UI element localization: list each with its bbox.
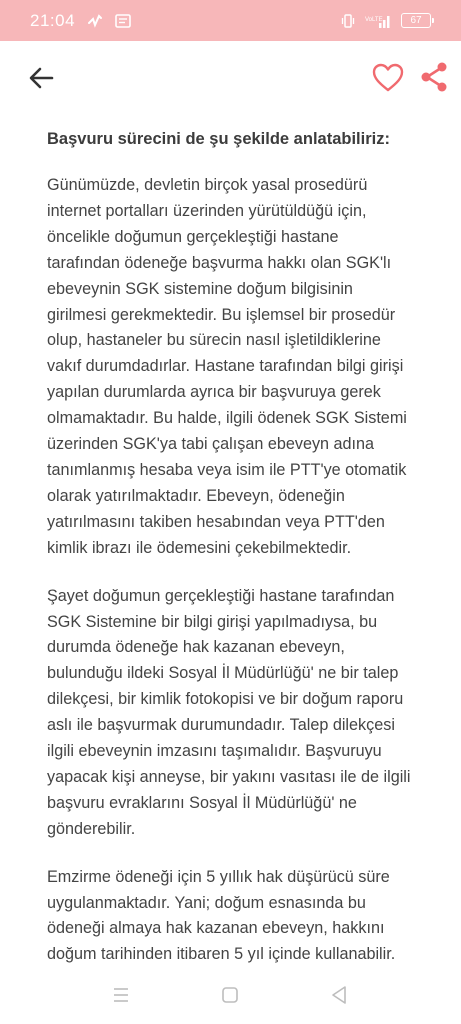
- system-nav-bar: [0, 964, 461, 1024]
- favorite-button[interactable]: [371, 61, 405, 95]
- arrow-left-icon: [24, 61, 58, 95]
- app-bar: [0, 41, 461, 113]
- article-paragraph-3: Emzirme ödeneği için 5 yıllık hak düşürücü süre uygulanmaktadır. Yani; doğum esnasında bu ödeneği almaya hak kazanan ebeveyn, hakkını doğum tarihinden itibaren 5 yıl içinde kullanabilir.: [47, 867, 396, 964]
- home-button[interactable]: [221, 986, 239, 1004]
- status-left: [30, 11, 131, 31]
- svg-text:VoLTE: VoLTE: [365, 16, 383, 23]
- status-time: 21:04: [30, 10, 76, 30]
- home-icon: [221, 986, 239, 1004]
- back-button[interactable]: [24, 61, 58, 95]
- vibrate-icon: [341, 13, 355, 29]
- article-content: [47, 127, 427, 990]
- article-heading: Başvuru sürecini de şu şekilde anlatabiliriz:: [47, 130, 390, 148]
- signal-icon: [365, 13, 391, 29]
- article-paragraph-1: Günümüzde, devletin birçok yasal prosedürü internet portalları üzerinden yürütüldüğü için, öncelikle doğumun gerçekleştiği hastane tarafından ödeneğe başvurma hakkı olan SGK'lı ebeveynin SGK sistemine doğum bilgisinin girilmesi gerekmektedir. Bu işlemsel bir prosedür olup, hastaneler bu sürecin nasıl işletildiklerine vakıf durumdadırlar. Hastane tarafından bilgi girişi yapılan durumlarda ayrıca bir başvuruya gerek olmamaktadır. Bu halde, ilgili ödenek SGK Sistemi üzerinden SGK'ya tabi çalışan ebeveyn adına tanımlanmış hesaba veya isim ile PTT'ye otomatik olarak yatırılmaktadır. Ebeveyn, ödeneğin yatırılmasını takiben hesabından veya PTT'den kimlik ibrazı ile ödemesini çekebilmektedir.: [47, 176, 407, 557]
- message-icon: [115, 14, 131, 28]
- recent-apps-icon: [111, 986, 131, 1004]
- system-back-button[interactable]: [330, 985, 348, 1005]
- status-bar: [0, 0, 461, 41]
- recent-apps-button[interactable]: [111, 986, 131, 1004]
- activity-icon: [87, 13, 103, 29]
- share-button[interactable]: [418, 60, 450, 94]
- battery-icon: 67: [401, 13, 431, 28]
- back-triangle-icon: [330, 985, 348, 1005]
- article-paragraph-2: Şayet doğumun gerçekleştiği hastane tarafından SGK Sistemine bir bilgi girişi yapılmadıysa, bu durumda ödeneğe hak kazanan ebeveyn, bulunduğu ildeki Sosyal İl Müdürlüğü' ne bir talep dilekçesi, bir kimlik fotokopisi ve bir doğum raporu aslı ile başvurmak durumundadır. Talep dilekçesi ilgili ebeveynin imzasını taşımalıdır. Başvuruyu yapacak kişi anneyse, bir yakını vasıtası ile de ilgili başvuru evraklarını Sosyal İl Müdürlüğü' ne gönderebilir.: [47, 586, 411, 838]
- share-icon: [418, 60, 450, 94]
- status-right: [341, 13, 431, 29]
- heart-outline-icon: [371, 61, 405, 95]
